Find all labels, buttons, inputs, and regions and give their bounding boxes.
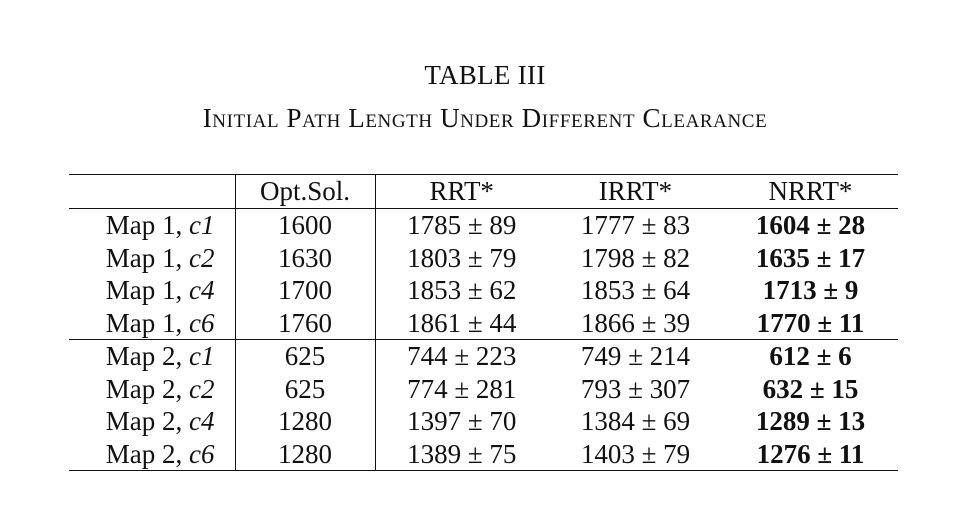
table-row: [69, 405, 898, 438]
opt-sol-cell: 1280: [235, 405, 375, 438]
rrt-cell: 744 ± 223: [375, 340, 548, 373]
header-opt-sol: Opt.Sol.: [235, 175, 375, 209]
table-row: [69, 242, 898, 275]
nrrt-cell: 1289 ± 13: [755, 406, 866, 436]
rrt-cell: 1803 ± 79: [407, 242, 517, 273]
map-1-group: [69, 209, 898, 340]
nrrt-cell: 632 ± 15: [762, 373, 859, 404]
nrrt-cell: 1604 ± 28: [755, 210, 866, 240]
irrt-cell: 1853 ± 64: [580, 275, 691, 305]
row-label: Map 1, c6: [69, 307, 235, 340]
header-map: [69, 175, 235, 209]
row-label: Map 2, c2: [69, 373, 235, 406]
irrt-cell: 1798 ± 82: [580, 242, 691, 273]
results-table: [69, 174, 898, 471]
rrt-cell: 1853 ± 62: [407, 275, 517, 305]
row-label: Map 2, c1: [69, 340, 235, 373]
table-header: [69, 175, 898, 209]
header-irrt-star: IRRT*: [548, 175, 723, 209]
irrt-cell: 1403 ± 79: [548, 438, 723, 471]
opt-sol-cell: 1280: [235, 438, 375, 471]
table-row: [69, 307, 898, 340]
table-title: Initial Path Length Under Different Clearance: [202, 103, 768, 133]
rrt-cell: 1389 ± 75: [375, 438, 548, 471]
table-row: [69, 438, 898, 471]
opt-sol-cell: 1700: [235, 274, 375, 307]
table-row: [69, 340, 898, 373]
rrt-cell: 1785 ± 89: [407, 210, 517, 240]
row-label: Map 2, c6: [69, 438, 235, 471]
map-2-group: [69, 340, 898, 471]
irrt-cell: 1384 ± 69: [580, 406, 691, 436]
nrrt-cell: 1713 ± 9: [762, 275, 859, 305]
table-label: TABLE III: [424, 60, 546, 90]
table-row: [69, 209, 898, 242]
rrt-cell: 1861 ± 44: [407, 307, 517, 338]
opt-sol-cell: 625: [235, 373, 375, 406]
nrrt-cell: 612 ± 6: [723, 340, 898, 373]
nrrt-cell: 1635 ± 17: [755, 242, 866, 273]
table-row: [69, 274, 898, 307]
opt-sol-cell: 625: [235, 340, 375, 373]
row-label: Map 1, c2: [69, 242, 235, 275]
rrt-cell: 1397 ± 70: [407, 406, 517, 436]
nrrt-cell: 1276 ± 11: [723, 438, 898, 471]
table-row: [69, 373, 898, 406]
row-label: Map 1, c1: [69, 209, 235, 242]
header-nrrt-star: NRRT*: [723, 175, 898, 209]
opt-sol-cell: 1600: [235, 209, 375, 242]
irrt-cell: 1777 ± 83: [580, 210, 691, 240]
rrt-cell: 774 ± 281: [407, 373, 517, 404]
irrt-cell: 1866 ± 39: [580, 307, 691, 338]
header-row: [69, 175, 898, 209]
row-label: Map 1, c4: [69, 274, 235, 307]
header-rrt-star: RRT*: [375, 175, 548, 209]
row-label: Map 2, c4: [69, 405, 235, 438]
opt-sol-cell: 1630: [235, 242, 375, 275]
nrrt-cell: 1770 ± 11: [756, 307, 865, 338]
irrt-cell: 749 ± 214: [548, 340, 723, 373]
irrt-cell: 793 ± 307: [580, 373, 691, 404]
opt-sol-cell: 1760: [235, 307, 375, 340]
